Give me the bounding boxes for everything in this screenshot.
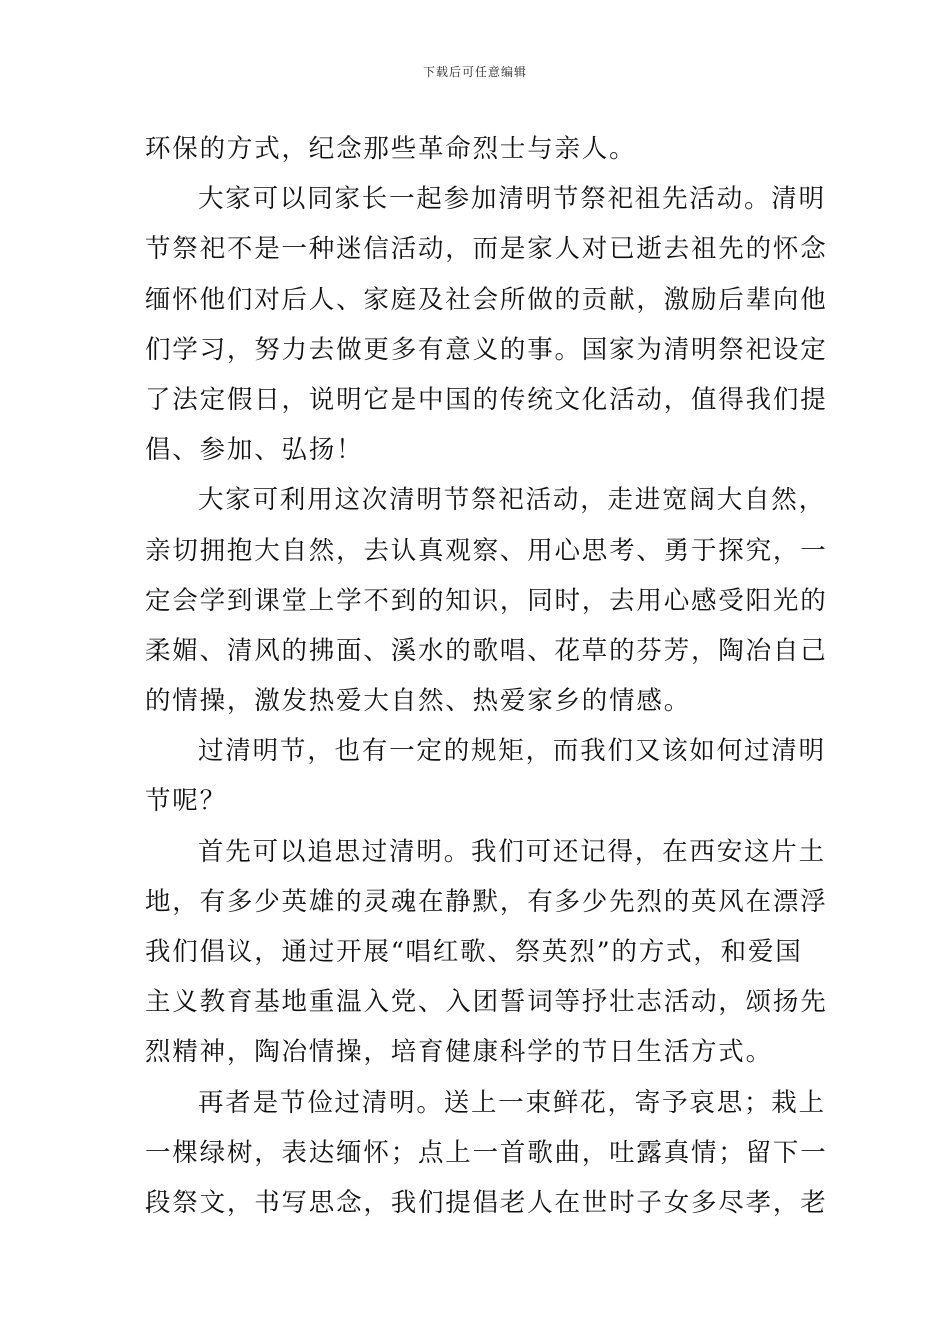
paragraph-first-line: 大家可以同家长一起参加清明节祭祀祖先活动。清明 xyxy=(198,184,826,215)
text-line: 地，有多少英雄的灵魂在静默，有多少先烈的英风在漂浮 xyxy=(145,886,828,917)
paragraph-first-line: 大家可利用这次清明节祭祀活动，走进宽阔大自然， xyxy=(198,485,826,516)
text-line: 柔媚、清风的拂面、溪水的歌唱、花草的芬芳，陶冶自己 xyxy=(145,635,828,666)
text-line: 环保的方式，纪念那些革命烈士与亲人。 xyxy=(145,134,637,164)
text-line: 定会学到课堂上学不到的知识，同时，去用心感受阳光的 xyxy=(145,585,828,616)
document-body xyxy=(145,124,828,1228)
text-line: 倡、参加、弘扬！ xyxy=(145,435,364,466)
text-line: 烈精神，陶冶情操，培育健康科学的节日生活方式。 xyxy=(145,1037,773,1068)
paragraph-first-line: 首先可以追思过清明。我们可还记得，在西安这片土 xyxy=(198,836,826,867)
text-line: 一棵绿树，表达缅怀；点上一首歌曲，吐露真情；留下一 xyxy=(145,1137,828,1168)
text-line: 亲切拥抱大自然，去认真观察、用心思考、勇于探究，一 xyxy=(145,535,828,566)
paragraph-first-line: 再者是节俭过清明。送上一束鲜花，寄予哀思；栽上 xyxy=(198,1087,826,1118)
paragraph-first-line: 过清明节，也有一定的规矩，而我们又该如何过清明 xyxy=(198,736,826,767)
text-line: 缅怀他们对后人、家庭及社会所做的贡献，激励后辈向他 xyxy=(145,284,828,315)
text-line: 的情操，激发热爱大自然、热爱家乡的情感。 xyxy=(145,686,692,717)
text-line: 节呢？ xyxy=(145,786,227,817)
text-line: 主义教育基地重温入党、入团誓词等抒壮志活动，颂扬先 xyxy=(145,987,828,1018)
text-line: 段祭文，书写思念，我们提倡老人在世时子女多尽孝，老 xyxy=(145,1187,828,1218)
page-header: 下载后可任意编辑 xyxy=(422,65,527,79)
text-line: 们学习，努力去做更多有意义的事。国家为清明祭祀设定 xyxy=(145,334,828,365)
text-line: 我们倡议，通过开展“唱红歌、祭英烈”的方式，和爱国 xyxy=(145,937,803,967)
text-line: 了法定假日，说明它是中国的传统文化活动，值得我们提 xyxy=(145,384,828,415)
text-line: 节祭祀不是一种迷信活动，而是家人对已逝去祖先的怀念 xyxy=(145,234,828,265)
